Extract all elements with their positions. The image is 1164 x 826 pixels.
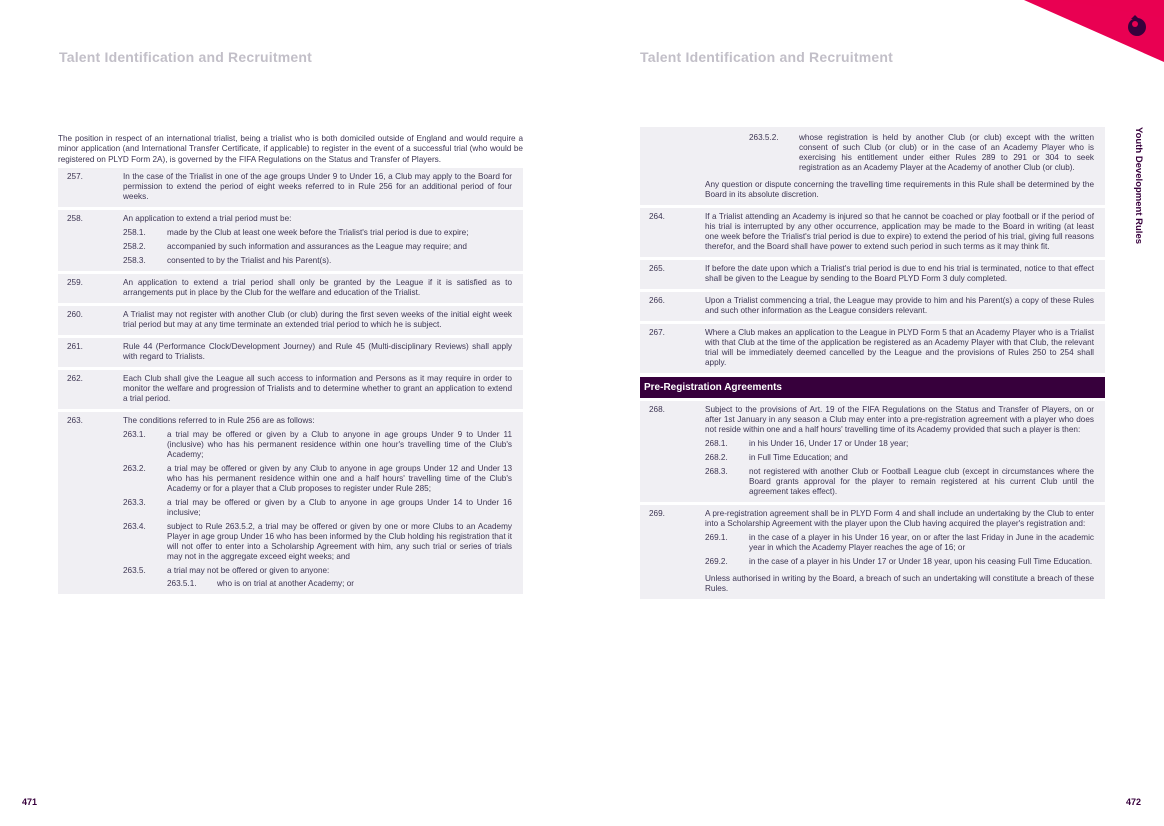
sub-rule [705, 467, 1094, 497]
rule-265 [640, 260, 1105, 289]
page-number-left: 471 [22, 797, 38, 807]
sub-rule-text: in his Under 16, Under 17 or Under 18 year; [749, 439, 909, 448]
sub-rule [705, 533, 1094, 553]
rule-number: 267. [649, 328, 665, 337]
rule-267 [640, 324, 1105, 373]
sub-rule-number: 268.1. [705, 439, 728, 448]
sub-rule [705, 439, 1094, 449]
sub-rule-number: 258.1. [123, 227, 146, 237]
rule-259 [58, 274, 523, 303]
sub-sub-rule-text: who is on trial at another Academy; or [217, 578, 354, 588]
rule-263-continued [640, 127, 1105, 205]
rule-text: If before the date upon which a Trialist's trial period is due to end his trial is terminated, notice to that effect shall be given to the League by sending to the Board PLYD Form 3 duly completed. [705, 264, 1094, 283]
sub-rule-number: 268.2. [705, 453, 728, 462]
section-side-label: Youth Development Rules [1133, 127, 1144, 245]
lion-crest-icon [1128, 15, 1146, 36]
rule-258 [58, 210, 523, 271]
sub-rule-text: accompanied by such information and assurances as the League may require; and [167, 241, 467, 251]
sub-rule-number: 263.4. [123, 521, 146, 531]
rule-266 [640, 292, 1105, 321]
sub-rule [123, 566, 512, 589]
rule-number: 261. [67, 341, 83, 351]
sub-rule-number: 263.2. [123, 463, 146, 473]
rule-260 [58, 306, 523, 335]
rule-number: 265. [649, 264, 665, 273]
sub-rule [123, 522, 512, 562]
sub-rule-number: 258.2. [123, 241, 146, 251]
rule-262 [58, 370, 523, 409]
rule-text: An application to extend a trial period must be: [123, 213, 292, 223]
rule-number: 257. [67, 171, 83, 181]
sub-rule-number: 263.1. [123, 429, 146, 439]
left-column [58, 134, 523, 597]
rule-269 [640, 505, 1105, 599]
sub-rule-number: 269.1. [705, 533, 728, 542]
rule-text: Upon a Trialist commencing a trial, the League may provide to him and his Parent(s) a copy of these Rules and such other information as the League considers relevant. [705, 296, 1094, 315]
sub-rule-text: in the case of a player in his Under 16 year, on or after the last Friday in June in the academic year in which the Academy Player reaches the age of 16; or [749, 533, 1094, 552]
sub-rule-text: not registered with another Club or Football League club (except in circumstances where the Board grants approval for the player to remain registered at his current Club until the agreement takes effect). [749, 467, 1094, 496]
sub-rule-number: 268.3. [705, 467, 728, 476]
rule-text: If a Trialist attending an Academy is injured so that he cannot be coached or play football or if the period of his trial is interrupted by any other occurrence, application may be made to the Board in writing (at least one week before the Trialist's trial period is due to expire) to extend the period of his trial, giving full reasons therefor, and the Board shall have power to extend such period in such terms as it may think fit. [705, 212, 1094, 251]
sub-rule [123, 464, 512, 494]
rule-257 [58, 168, 523, 207]
sub-rule-number: 263.5. [123, 565, 146, 575]
rule-number: 260. [67, 309, 83, 319]
rule-263 [58, 412, 523, 594]
rule-264 [640, 208, 1105, 257]
rule-text: An application to extend a trial period shall only be granted by the League if it is satisfied as to arrangements put in place by the Club for the welfare and education of the Trialist. [123, 277, 512, 297]
sub-rule-number: 269.2. [705, 557, 728, 566]
rule-text: A pre-registration agreement shall be in PLYD Form 4 and shall include an undertaking by the Club to enter into a Scholarship Agreement with the player upon the Club having acquired the player's registration and: [705, 509, 1094, 528]
sub-rule-text: in Full Time Education; and [749, 453, 848, 462]
rule-text: Subject to the provisions of Art. 19 of the FIFA Regulations on the Status and Transfer of Players, on or after 1st January in any season a Club may enter into a pre-registration agreement with a player who does not reside within one and a half hours' travelling time of its Academy provided that such a player is then: [705, 405, 1094, 434]
sub-rule-text: consented to by the Trialist and his Parent(s). [167, 255, 332, 265]
rule-number: 269. [649, 509, 665, 518]
sub-rule-text: subject to Rule 263.5.2, a trial may be offered or given by one or more Clubs to an Academy Player in age group Under 16 who has been informed by the Club holding his registration that it will not offer to enter into a Scholarship Agreement with him, any such trial or series of trials may not in the aggregate exceed eight weeks; and [167, 521, 512, 561]
sub-sub-rule-number: 263.5.1. [167, 578, 197, 588]
rule-number: 258. [67, 213, 83, 223]
page-title-left: Talent Identification and Recruitment [59, 49, 312, 65]
rule-text: The conditions referred to in Rule 256 are as follows: [123, 415, 315, 425]
rule-text: Each Club shall give the League all such access to information and Persons as it may require in order to monitor the welfare and progression of Trialists and to determine whether to grant an application to extend a trial period. [123, 373, 512, 403]
rule-text: Rule 44 (Performance Clock/Development Journey) and Rule 45 (Multi-disciplinary Reviews) shall apply with regard to Trialists. [123, 341, 512, 361]
sub-rule [123, 430, 512, 460]
page-title-right: Talent Identification and Recruitment [640, 49, 893, 65]
rule-number: 266. [649, 296, 665, 305]
rule-closing-text: Unless authorised in writing by the Board, a breach of such an undertaking will constitute a breach of these Rules. [705, 574, 1094, 593]
sub-sub-rule [705, 133, 1094, 173]
sub-rule [705, 453, 1094, 463]
rule-text: A Trialist may not register with another Club (or club) during the first seven weeks of the initial eight week trial period but may at any time terminate an extended trial period to which he is subject. [123, 309, 512, 329]
section-heading: Pre-Registration Agreements [640, 377, 1105, 398]
rule-number: 268. [649, 405, 665, 414]
sub-sub-rule [167, 579, 512, 589]
sub-sub-rule-number: 263.5.2. [749, 133, 779, 142]
sub-rule [123, 256, 512, 266]
sub-rule [705, 557, 1094, 567]
sub-rule-text: made by the Club at least one week before the Trialist's trial period is due to expire; [167, 227, 469, 237]
sub-rule-number: 263.3. [123, 497, 146, 507]
rule-261 [58, 338, 523, 367]
sub-rule-text: a trial may be offered or given by any Club to anyone in age groups Under 12 and Under 13 who has his permanent residence within one and a half hours' travelling time of the Club's Academy or for a player that a Club proposes to register under Rule 285; [167, 463, 512, 493]
intro-paragraph: The position in respect of an international trialist, being a trialist who is both domiciled outside of England and would require a minor application (and International Transfer Certificate, if applicable) to register in the event of a successful trial (who would be registered on PLYD Form 2A), is governed by the FIFA Regulations on the Status and Transfer of Players. [58, 134, 523, 164]
sub-rule [123, 498, 512, 518]
sub-rule-text: in the case of a player in his Under 17 or Under 18 year, upon his ceasing Full Time Education. [749, 557, 1093, 566]
sub-rule-number: 258.3. [123, 255, 146, 265]
rule-number: 263. [67, 415, 83, 425]
rule-text: In the case of the Trialist in one of the age groups Under 9 to Under 16, a Club may apply to the Board for permission to extend the period of eight weeks referred to in Rule 256 for an additional period of four weeks. [123, 171, 512, 201]
rule-268 [640, 401, 1105, 502]
rule-number: 264. [649, 212, 665, 221]
sub-rule [123, 228, 512, 238]
rule-text: Where a Club makes an application to the League in PLYD Form 5 that an Academy Player who is a Trialist with that Club at the time of the application be registered as an Academy Player with that Club, the relevant trial will be immediately deemed cancelled by the League and the provisions of Rules 250 to 254 shall apply. [705, 328, 1094, 367]
rule-number: 259. [67, 277, 83, 287]
page-number-right: 472 [1126, 797, 1142, 807]
sub-sub-rule-text: whose registration is held by another Club (or club) except with the written consent of such Club (or club) or in the case of an Academy Player who is exercising his entitlement under either Rules 289 to 291 or 304 to seek registration as an Academy Player at the Academy of another Club (or club). [799, 133, 1094, 172]
right-column [640, 127, 1105, 602]
rule-closing-text: Any question or dispute concerning the travelling time requirements in this Rule shall be determined by the Board in its absolute discretion. [705, 180, 1094, 199]
sub-rule-text: a trial may be offered or given by a Club to anyone in age groups Under 14 to Under 16 inclusive; [167, 497, 512, 517]
sub-rule-text: a trial may not be offered or given to anyone: [167, 565, 330, 575]
sub-rule [123, 242, 512, 252]
sub-rule-text: a trial may be offered or given by a Club to anyone in age groups Under 9 to Under 11 (inclusive) who has his permanent residence within one hour's travelling time of the Club's Academy; [167, 429, 512, 459]
rule-number: 262. [67, 373, 83, 383]
